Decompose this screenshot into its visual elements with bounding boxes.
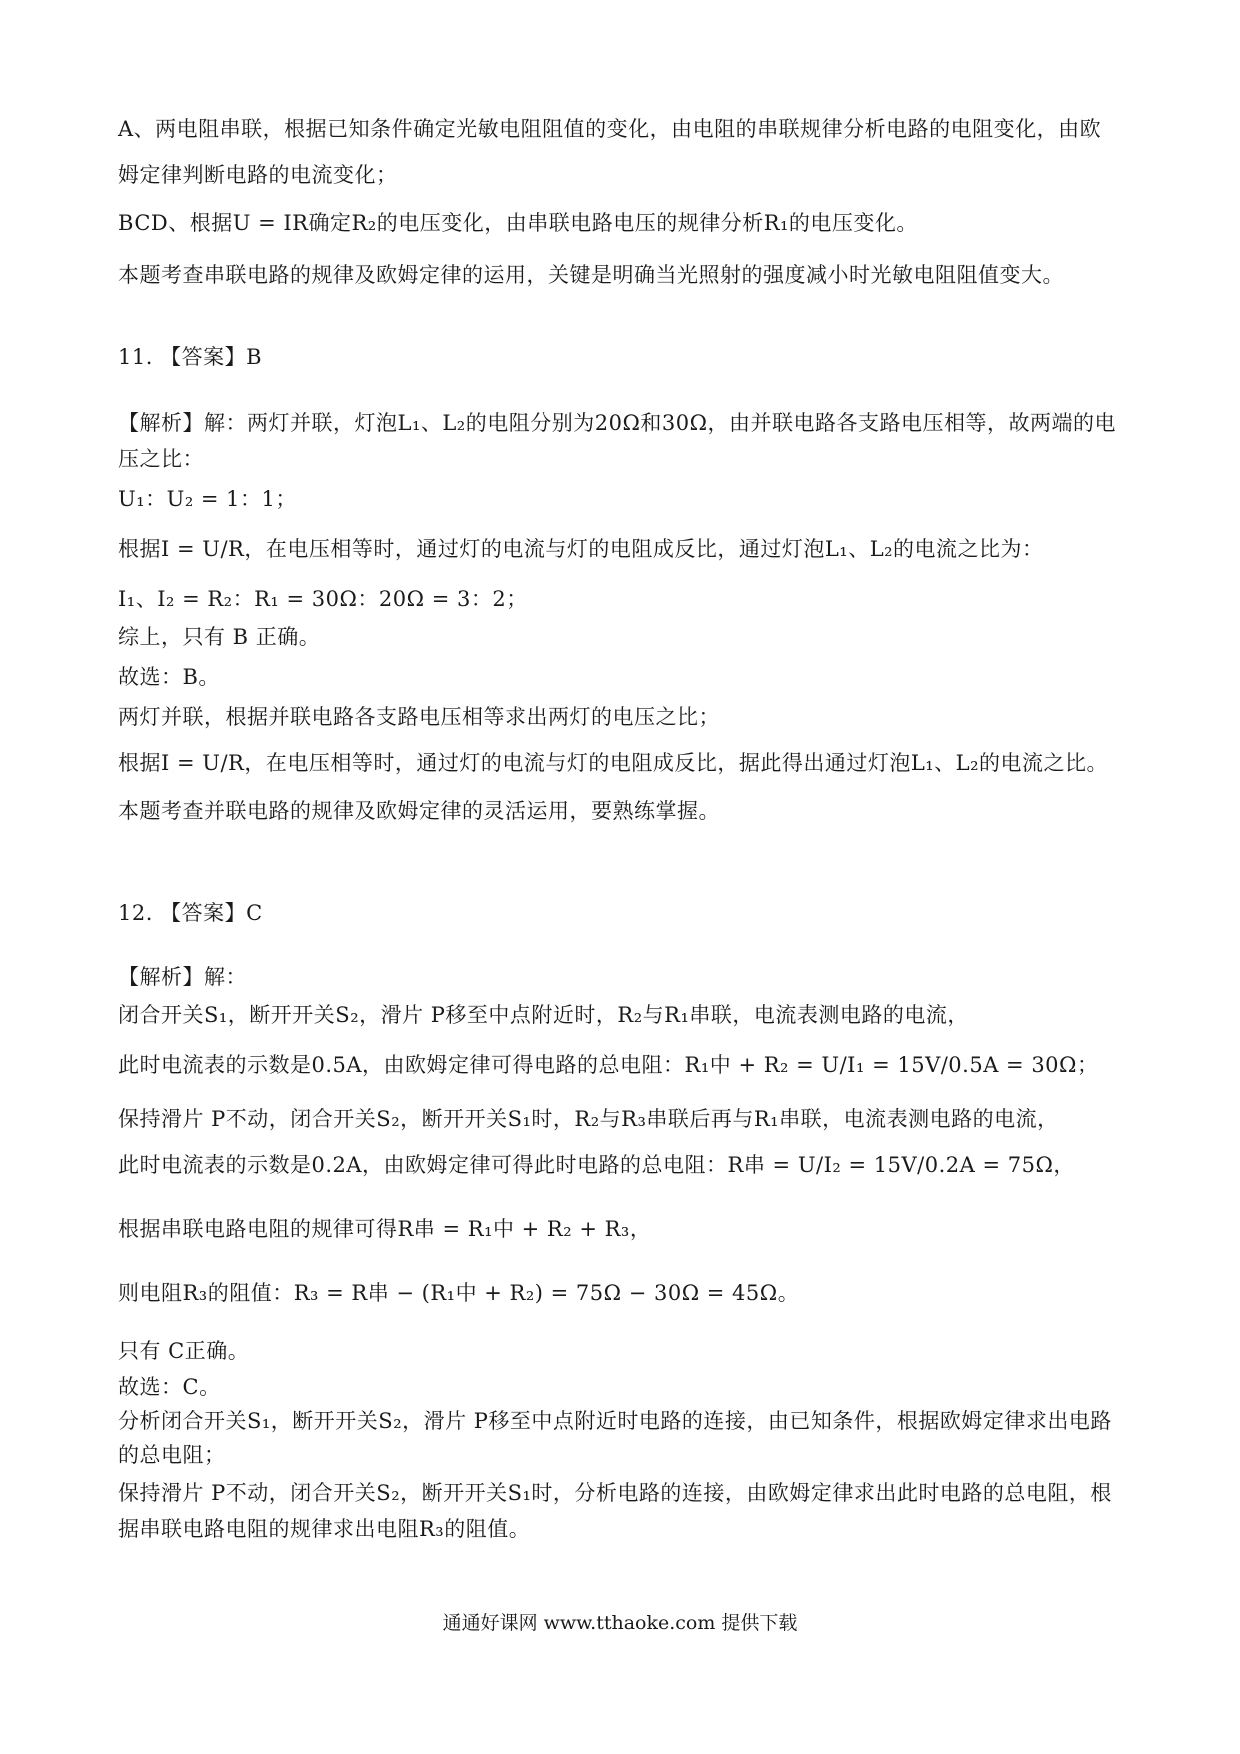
q10-analysis-bcd: BCD、根据U = IR确定R₂的电压变化，由串联电路电压的规律分析R₁的电压变化。 [118, 211, 918, 235]
q11-current-ratio: I₁、I₂ = R₂：R₁ = 30Ω：20Ω = 3：2； [118, 587, 528, 611]
q12-step2: 此时电流表的示数是0.5A，由欧姆定律可得电路的总电阻：R₁中 + R₂ = U/I₁ = 15V/0.5A = 30Ω； [118, 1053, 1099, 1077]
q11-choice: 故选：B。 [118, 665, 220, 689]
q12-choice: 故选：C。 [118, 1375, 221, 1399]
page-footer: 通通好课网 www.tthaoke.com 提供下载 [442, 1612, 798, 1634]
q10-analysis-a-line2: 姆定律判断电路的电流变化； [118, 163, 398, 187]
q12-step6: 则电阻R₃的阻值：R₃ = R串 − (R₁中 + R₂) = 75Ω − 30Ω = 45Ω。 [118, 1281, 800, 1305]
q12-note1-line1: 分析闭合开关S₁，断开开关S₂，滑片 P移至中点附近时电路的连接，由已知条件，根据欧姆定律求出电路 [118, 1409, 1112, 1433]
q11-note2: 根据I = U/R，在电压相等时，通过灯的电流与灯的电阻成反比，据此得出通过灯泡L₁、L₂的电流之比。 [118, 751, 1109, 775]
q11-answer: 11. 【答案】B [118, 345, 263, 369]
q11-analysis-line2: 压之比： [118, 447, 204, 471]
q12-answer: 12. 【答案】C [118, 901, 263, 925]
q10-analysis-a-line1: A、两电阻串联，根据已知条件确定光敏电阻阻值的变化，由电阻的串联规律分析电路的电阻变化，由欧 [118, 117, 1102, 141]
q12-step4: 此时电流表的示数是0.2A，由欧姆定律可得此时电路的总电阻：R串 = U/I₂ = 15V/0.2A = 75Ω， [118, 1153, 1075, 1177]
q12-note1-line2: 的总电阻； [118, 1443, 226, 1467]
q12-note2-line2: 据串联电路电阻的规律求出电阻R₃的阻值。 [118, 1517, 531, 1541]
q11-summary: 本题考查并联电路的规律及欧姆定律的灵活运用，要熟练掌握。 [118, 799, 720, 823]
q12-conclusion: 只有 C正确。 [118, 1339, 250, 1363]
q11-ohm-law-line: 根据I = U/R，在电压相等时，通过灯的电流与灯的电阻成反比，通过灯泡L₁、L₂的电流之比为： [118, 537, 1044, 561]
q12-note2-line1: 保持滑片 P不动，闭合开关S₂，断开开关S₁时，分析电路的连接，由欧姆定律求出此时电路的总电阻，根 [118, 1481, 1112, 1505]
q11-note1: 两灯并联，根据并联电路各支路电压相等求出两灯的电压之比； [118, 705, 720, 729]
q11-voltage-ratio: U₁：U₂ = 1：1； [118, 487, 297, 511]
q12-analysis-head: 【解析】解： [118, 965, 247, 989]
q11-conclusion: 综上，只有 B 正确。 [118, 625, 321, 649]
q10-summary: 本题考查串联电路的规律及欧姆定律的运用，关键是明确当光照射的强度减小时光敏电阻阻值变大。 [118, 263, 1064, 287]
q12-step3: 保持滑片 P不动，闭合开关S₂，断开开关S₁时，R₂与R₃串联后再与R₁串联，电流表测电路的电流， [118, 1107, 1059, 1131]
q12-step5: 根据串联电路电阻的规律可得R串 = R₁中 + R₂ + R₃， [118, 1217, 652, 1241]
q12-step1: 闭合开关S₁，断开开关S₂，滑片 P移至中点附近时，R₂与R₁串联，电流表测电路的电流， [118, 1003, 969, 1027]
q11-analysis-line1: 【解析】解：两灯并联，灯泡L₁、L₂的电阻分别为20Ω和30Ω，由并联电路各支路电压相等，故两端的电 [118, 411, 1116, 435]
